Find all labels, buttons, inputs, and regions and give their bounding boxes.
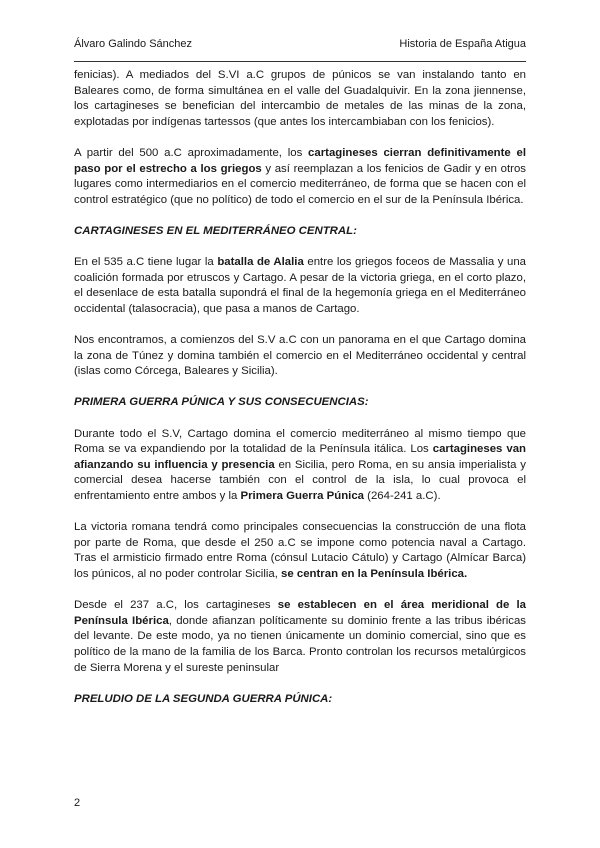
heading-preludio-segunda-guerra: PRELUDIO DE LA SEGUNDA GUERRA PÚNICA:	[74, 692, 333, 705]
heading-primera-guerra-punica: PRIMERA GUERRA PÚNICA Y SUS CONSECUENCIAS:	[74, 396, 369, 409]
paragraph-6	[74, 520, 526, 582]
paragraph-5	[74, 427, 526, 505]
document-body	[74, 68, 526, 723]
text: entre los griegos foceos de Massalia y una coalición formada por etruscos y Cartago. A pesar de la victoria griega, en el corto plazo, el desenlace de esta batalla supondrá el final de la hegemonía griega en el Mediterráneo occidental (talasocracia), que pasa a manos de Cartago.	[74, 256, 527, 315]
text: Durante todo el S.V, Cartago domina el comercio mediterráneo al mismo tiempo que Roma se va expandiendo por la totalidad de la Península itálica. Los	[74, 427, 526, 456]
text: La victoria romana tendrá como principales consecuencias la construcción de una flota por parte de Roma, que desde el 250 a.C se impone como potencia naval a Cartago. Tras el armisticio firmado entre Roma (cónsul Lutacio Cátulo) y Cartago (Almícar Barca) los púnicos, al no poder controlar Sicilia,	[74, 521, 526, 580]
text: En el 535 a.C tiene lugar la	[74, 256, 218, 269]
text: , donde afianzan políticamente su dominio frente a las tribus ibéricas del levante. De este modo, ya no tienen únicamente un dominio comercial, sino que es político de la mano de la familia de los Barca. Pronto controlan los recursos metalúrgicos de Sierra Morena y el sureste peninsular	[74, 614, 526, 674]
text: Desde el 237 a.C, los cartagineses	[74, 599, 278, 612]
text: A partir del 500 a.C aproximadamente, los	[74, 146, 309, 159]
bold-text: Primera Guerra Púnica	[240, 490, 364, 503]
bold-text: cartagineses cierran definitivamente el paso por el estrecho a los griegos	[74, 146, 527, 175]
paragraph-4: Nos encontramos, a comienzos del S.V a.C con un panorama en el que Cartago domina la zona de Túnez y domina también el comercio en el Mediterráneo occidental y central (islas como Córcega, Baleares y Sicilia).	[74, 334, 526, 378]
header-rule	[74, 61, 526, 62]
text: y así reemplazan a los fenicios de Gadir y en otros lugares como intermediarios en el comercio mediterráneo, de forma que se hacen con el control estratégico (que no político) de todo el comercio en el sur de la Península Ibérica.	[74, 162, 526, 206]
header-course: Historia de España Atigua	[399, 38, 526, 50]
text: (264-241 a.C).	[364, 490, 441, 503]
paragraph-2	[74, 146, 526, 208]
bold-text: se centran en la Península Ibérica.	[281, 568, 468, 580]
paragraph-3	[74, 255, 526, 317]
text: en Sicilia, pero Roma, en su ansia imperialista y comercial desea hacerse también con el control de la isla, lo cual provoca el enfrentamiento entre ambos y la	[74, 458, 526, 503]
bold-text: se establecen en el área meridional de la Península Ibérica	[74, 599, 526, 627]
heading-mediterraneo-central: CARTAGINESES EN EL MEDITERRÁNEO CENTRAL:	[74, 224, 357, 237]
page-number: 2	[74, 797, 81, 809]
bold-text: cartagineses van afianzando su influencia y presencia	[74, 443, 526, 471]
paragraph-1: fenicias). A mediados del S.VI a.C grupos de púnicos se van instalando tanto en Baleares como, de forma simultánea en el valle del Guadalquivir. En la zona jiennense, los cartagineses se benefician del intercambio de metales de las minas de la zona, explotadas por indígenas tartessos (que antes los intercambiaban con los fenicios).	[74, 69, 526, 128]
header-author: Álvaro Galindo Sánchez	[74, 38, 193, 50]
bold-text: batalla de Alalia	[217, 256, 304, 269]
paragraph-7	[74, 598, 526, 676]
